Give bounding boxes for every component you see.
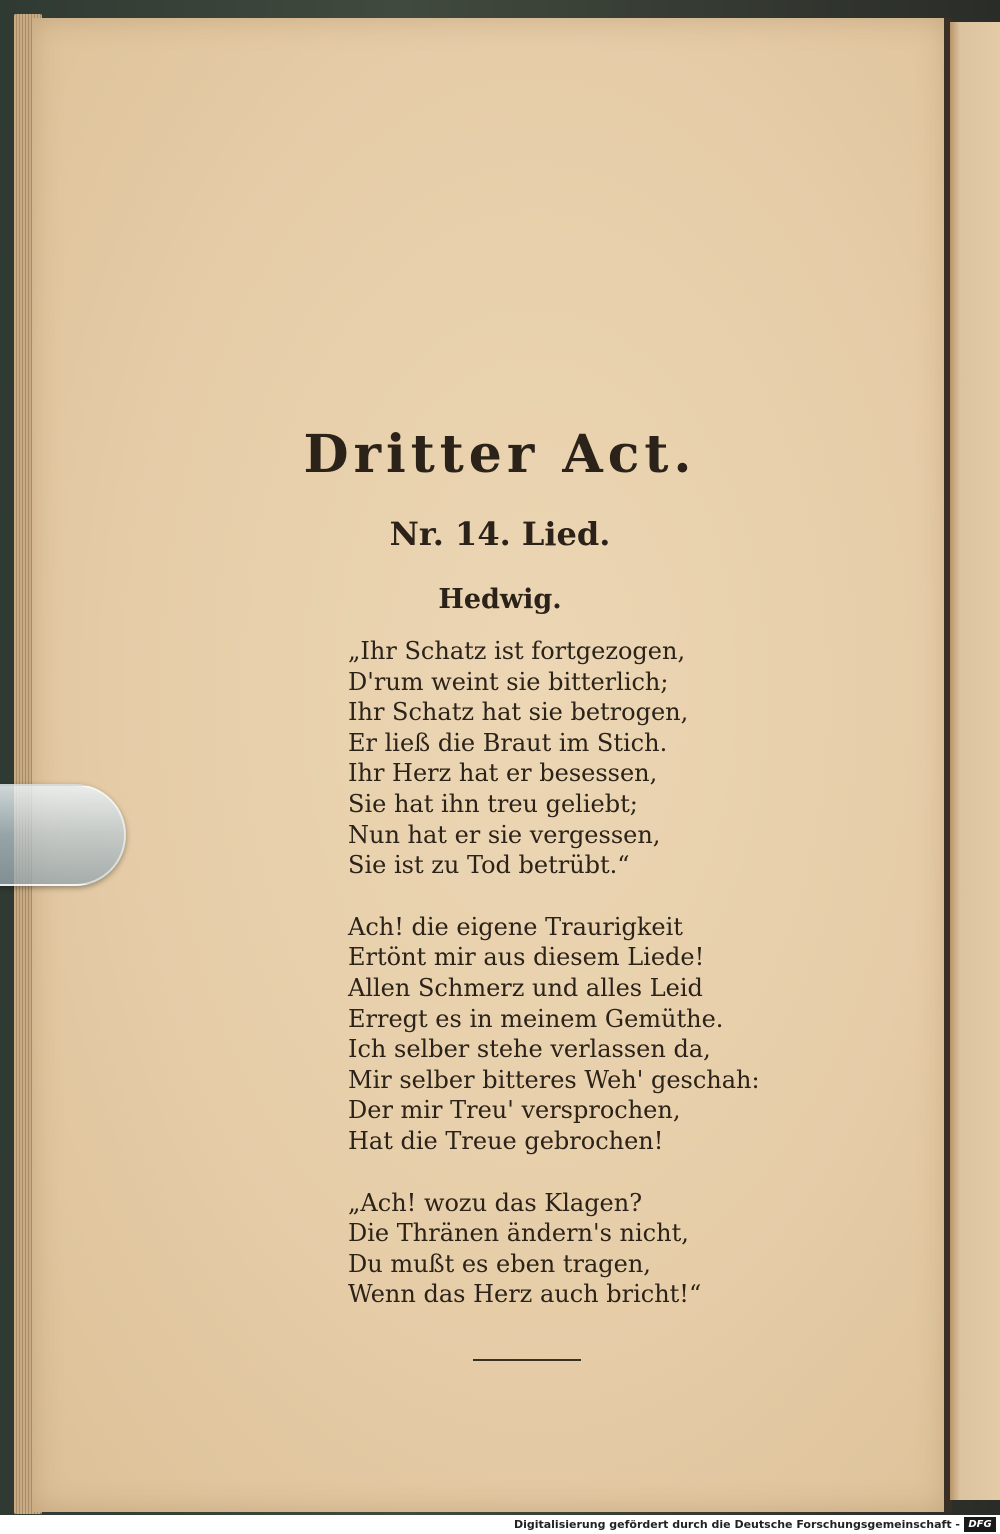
verse-line: Ihr Schatz hat sie betrogen, bbox=[348, 698, 689, 727]
verse-line: „Ach! wozu das Klagen? bbox=[348, 1188, 643, 1217]
verse-line: Ich selber stehe verlassen da, bbox=[348, 1035, 711, 1064]
dfg-logo: DFG bbox=[964, 1517, 996, 1532]
verse-line: Sie ist zu Tod betrübt.“ bbox=[348, 851, 630, 880]
stanza-2 bbox=[348, 912, 768, 1157]
verse-line: „Ihr Schatz ist fortgezogen, bbox=[348, 637, 686, 665]
verse-line: Hat die Treue gebrochen! bbox=[348, 1126, 664, 1155]
character-name: Hedwig. bbox=[438, 584, 562, 615]
verse-line: Wenn das Herz auch bricht!“ bbox=[348, 1280, 702, 1309]
song-lyrics bbox=[348, 636, 768, 1341]
verse-line: Allen Schmerz und alles Leid bbox=[348, 973, 703, 1002]
facing-page-edge bbox=[950, 22, 1000, 1500]
verse-line: Nun hat er sie vergessen, bbox=[348, 820, 661, 849]
verse-line: Ihr Herz hat er besessen, bbox=[348, 759, 658, 788]
funding-credit: Digitalisierung gefördert durch die Deutsche Forschungsgemeinschaft - bbox=[513, 1518, 960, 1531]
stanza-1 bbox=[348, 636, 768, 881]
verse-line: Sie hat ihn treu geliebt; bbox=[348, 789, 638, 818]
verse-line: Ertönt mir aus diesem Liede! bbox=[348, 943, 705, 972]
glass-page-weight bbox=[0, 784, 126, 886]
verse-line: Er ließ die Braut im Stich. bbox=[348, 728, 668, 757]
verse-line: Der mir Treu' versprochen, bbox=[348, 1096, 681, 1125]
verse-line: Die Thränen ändern's nicht, bbox=[348, 1219, 689, 1248]
verse-line: Du mußt es eben tragen, bbox=[348, 1249, 651, 1278]
verse-line: Ach! die eigene Traurigkeit bbox=[348, 912, 683, 941]
verse-line: Mir selber bitteres Weh' geschah: bbox=[348, 1065, 760, 1094]
verse-line: D'rum weint sie bitterlich; bbox=[348, 667, 669, 696]
end-rule bbox=[473, 1359, 581, 1361]
act-title: Dritter Act. bbox=[303, 424, 697, 485]
stanza-3 bbox=[348, 1188, 768, 1310]
verse-line: Erregt es in meinem Gemüthe. bbox=[348, 1004, 724, 1033]
song-heading: Nr. 14. Lied. bbox=[389, 515, 611, 553]
